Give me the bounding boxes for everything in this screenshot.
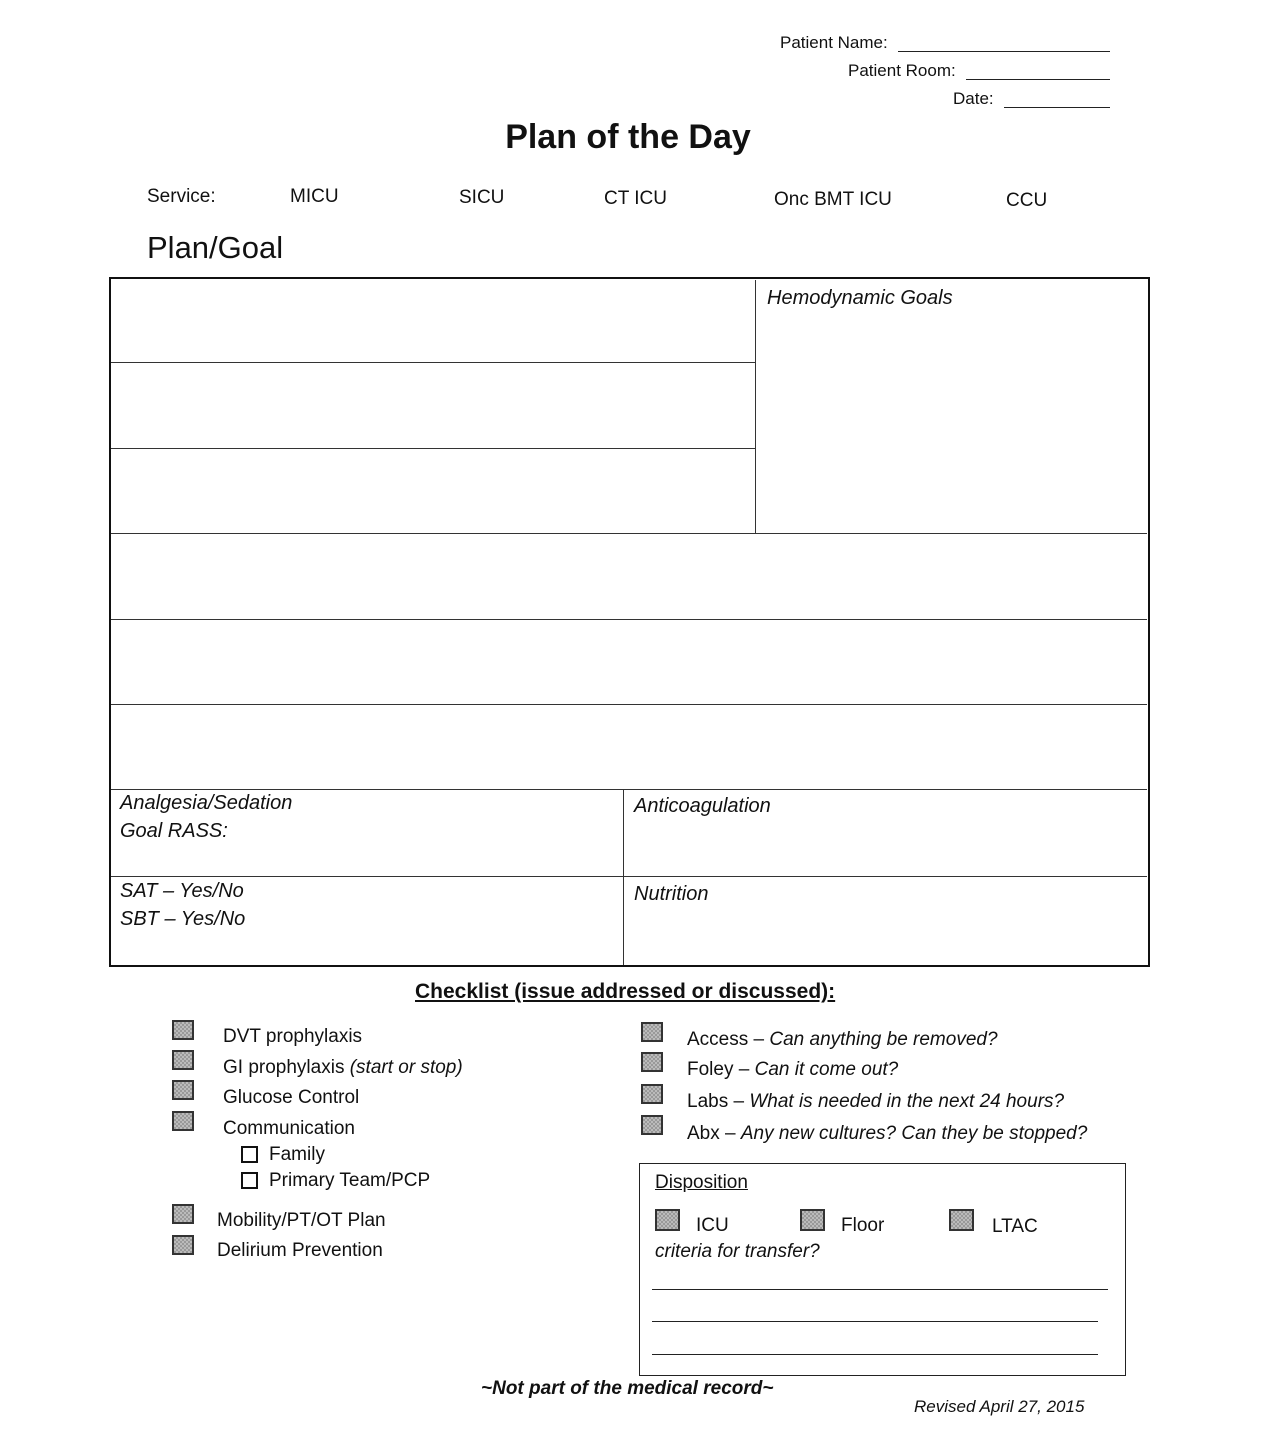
communication-checkbox[interactable] (172, 1111, 194, 1131)
labs-label: Labs – What is needed in the next 24 hours? (687, 1091, 1065, 1112)
criteria-line-1[interactable] (652, 1289, 1108, 1290)
abx-label: Abx – Any new cultures? Can they be stopped? (687, 1123, 1088, 1144)
grid-divider (111, 448, 755, 449)
nutrition-label: Nutrition (634, 883, 709, 905)
mobility-label: Mobility/PT/OT Plan (217, 1210, 386, 1231)
gi-prophylaxis-checkbox[interactable] (172, 1050, 194, 1070)
dvt-prophylaxis-label: DVT prophylaxis (223, 1026, 363, 1047)
plan-goal-heading: Plan/Goal (147, 230, 284, 265)
revised-date: Revised April 27, 2015 (914, 1397, 1085, 1416)
grid-divider (755, 280, 756, 534)
patient-room-field[interactable] (966, 79, 1110, 80)
gi-prophylaxis-label: GI prophylaxis (start or stop) (223, 1057, 463, 1078)
patient-name-label: Patient Name: (780, 33, 888, 52)
foley-question: Can it come out? (754, 1059, 899, 1080)
family-label: Family (269, 1144, 325, 1165)
grid-divider (111, 362, 755, 363)
plan-goal-entry-3[interactable] (112, 450, 754, 532)
communication-label: Communication (223, 1118, 355, 1139)
icu-checkbox[interactable] (655, 1209, 680, 1231)
labs-checkbox[interactable] (641, 1084, 663, 1104)
grid-divider (623, 789, 624, 965)
grid-divider (111, 704, 1147, 705)
service-label: Service: (147, 186, 216, 207)
dvt-prophylaxis-checkbox[interactable] (172, 1020, 194, 1040)
access-checkbox[interactable] (641, 1022, 663, 1042)
analgesia-sedation-label: Analgesia/Sedation (120, 792, 293, 814)
goal-rass-label: Goal RASS: (120, 820, 228, 842)
hemodynamic-goals-label: Hemodynamic Goals (767, 287, 953, 309)
not-medical-record-note: ~Not part of the medical record~ (481, 1378, 774, 1399)
abx-checkbox[interactable] (641, 1115, 663, 1135)
grid-divider (111, 533, 1147, 534)
labs-question: What is needed in the next 24 hours? (749, 1091, 1065, 1112)
page-title: Plan of the Day (505, 118, 751, 156)
glucose-control-checkbox[interactable] (172, 1080, 194, 1100)
foley-label: Foley – Can it come out? (687, 1059, 899, 1080)
access-question: Can anything be removed? (769, 1029, 998, 1050)
service-option-onc-bmt-icu[interactable]: Onc BMT ICU (774, 189, 892, 210)
primary-team-checkbox[interactable] (241, 1172, 258, 1189)
service-option-micu[interactable]: MICU (290, 186, 339, 207)
service-option-ccu[interactable]: CCU (1006, 190, 1048, 211)
date-field[interactable] (1004, 107, 1110, 108)
patient-room-label: Patient Room: (848, 61, 956, 80)
service-option-sicu[interactable]: SICU (459, 187, 505, 208)
floor-label: Floor (841, 1215, 885, 1236)
service-option-ct-icu[interactable]: CT ICU (604, 188, 667, 209)
date-label: Date: (953, 89, 994, 108)
foley-checkbox[interactable] (641, 1052, 663, 1072)
sat-label: SAT – Yes/No (120, 880, 244, 902)
disposition-title: Disposition (655, 1172, 748, 1193)
glucose-control-label: Glucose Control (223, 1087, 360, 1108)
gi-prophylaxis-note: (start or stop) (349, 1057, 463, 1078)
plan-goal-entry-1[interactable] (112, 281, 754, 361)
delirium-prevention-label: Delirium Prevention (217, 1240, 383, 1261)
disposition-box (639, 1163, 1126, 1376)
mobility-checkbox[interactable] (172, 1204, 194, 1224)
plan-goal-entry-4[interactable] (112, 535, 1146, 618)
icu-label: ICU (696, 1215, 729, 1236)
family-checkbox[interactable] (241, 1146, 258, 1163)
primary-team-label: Primary Team/PCP (269, 1170, 431, 1191)
floor-checkbox[interactable] (800, 1209, 825, 1231)
checklist-title: Checklist (issue addressed or discussed): (415, 980, 836, 1003)
sbt-label: SBT – Yes/No (120, 908, 246, 930)
ltac-label: LTAC (992, 1216, 1038, 1237)
criteria-line-3[interactable] (652, 1354, 1098, 1355)
plan-goal-entry-2[interactable] (112, 364, 754, 447)
anticoagulation-label: Anticoagulation (634, 795, 771, 817)
grid-divider (111, 619, 1147, 620)
access-label: Access – Can anything be removed? (687, 1029, 998, 1050)
plan-goal-entry-6[interactable] (112, 706, 1146, 788)
criteria-for-transfer-label: criteria for transfer? (655, 1241, 820, 1262)
abx-question: Any new cultures? Can they be stopped? (740, 1123, 1088, 1144)
delirium-prevention-checkbox[interactable] (172, 1235, 194, 1255)
criteria-line-2[interactable] (652, 1321, 1098, 1322)
ltac-checkbox[interactable] (949, 1209, 974, 1231)
grid-divider (111, 876, 1147, 877)
plan-goal-entry-5[interactable] (112, 621, 1146, 703)
patient-name-field[interactable] (898, 51, 1110, 52)
